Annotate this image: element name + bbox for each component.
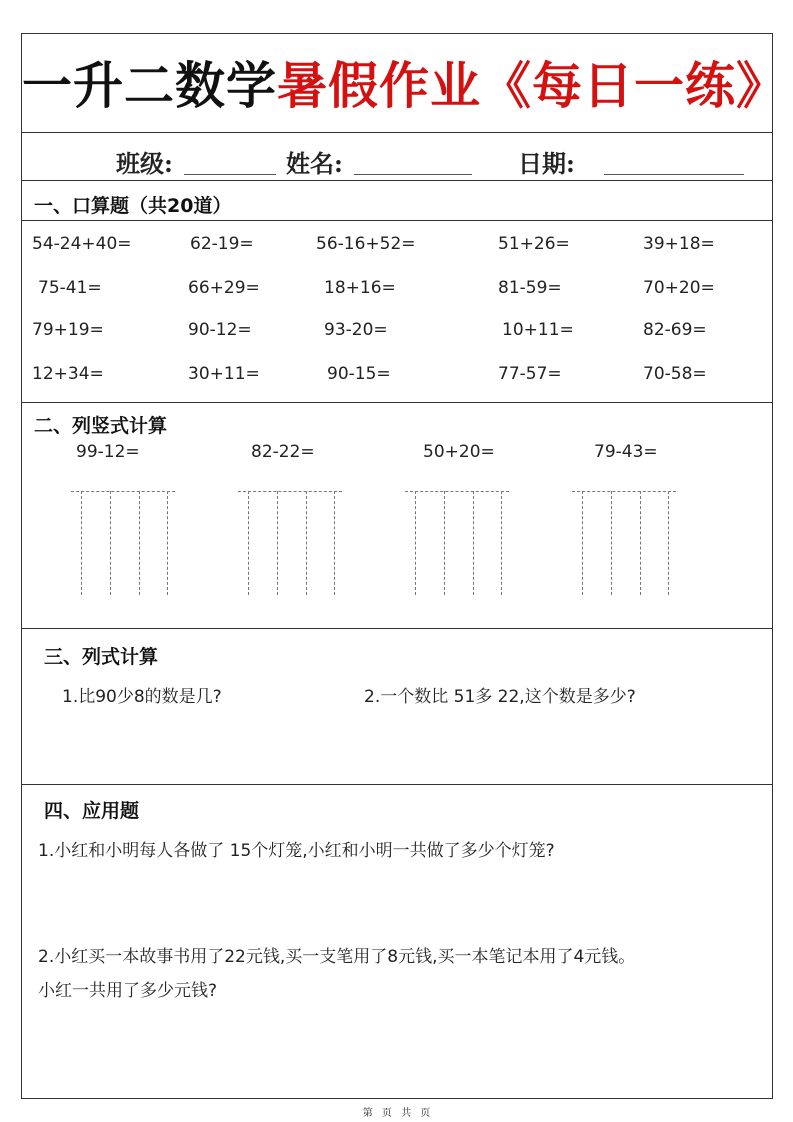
calc-item: 77-57=	[498, 364, 562, 384]
divider	[22, 180, 772, 181]
divider	[22, 132, 772, 133]
calc-item: 10+11=	[502, 320, 574, 340]
vertical-calc-grid[interactable]	[405, 491, 509, 595]
class-label: 班级:	[116, 149, 173, 178]
title-red-part: 暑假作业《每日一练》	[277, 57, 787, 115]
calc-item: 90-12=	[188, 320, 252, 340]
calc-item: 66+29=	[188, 278, 260, 298]
divider	[22, 628, 772, 629]
calc-item: 82-69=	[643, 320, 707, 340]
word-problem-2-line2: 小红一共用了多少元钱?	[38, 981, 218, 1001]
section4-title: 四、应用题	[44, 800, 140, 822]
worksheet	[21, 33, 787, 1099]
divider	[22, 784, 772, 785]
vertical-calc-grid[interactable]	[71, 491, 175, 595]
calc-item: 51+26=	[498, 234, 570, 254]
class-blank[interactable]	[184, 174, 276, 175]
calc-item: 70-58=	[643, 364, 707, 384]
calc-item: 54-24+40=	[32, 234, 132, 254]
calc-item: 62-19=	[190, 234, 254, 254]
vertical-calc-item: 99-12=	[76, 442, 140, 462]
calc-item: 90-15=	[327, 364, 391, 384]
calc-item: 93-20=	[324, 320, 388, 340]
question-2: 2.一个数比 51多 22,这个数是多少?	[364, 687, 636, 707]
vertical-calc-item: 50+20=	[423, 442, 495, 462]
vertical-calc-grid[interactable]	[238, 491, 342, 595]
divider	[22, 402, 772, 403]
calc-item: 39+18=	[643, 234, 715, 254]
section3-title: 三、列式计算	[44, 646, 159, 668]
title-black-part: 一升二数学	[22, 57, 277, 115]
name-label: 姓名:	[286, 149, 343, 178]
divider	[22, 220, 772, 221]
calc-item: 81-59=	[498, 278, 562, 298]
name-blank[interactable]	[354, 174, 472, 175]
date-label: 日期:	[518, 149, 575, 178]
vertical-calc-grid[interactable]	[572, 491, 676, 595]
calc-item: 18+16=	[324, 278, 396, 298]
worksheet-title	[22, 46, 787, 126]
calc-item: 12+34=	[32, 364, 104, 384]
date-blank[interactable]	[604, 174, 744, 175]
word-problem-1: 1.小红和小明每人各做了 15个灯笼,小红和小明一共做了多少个灯笼?	[38, 841, 555, 861]
calc-item: 70+20=	[643, 278, 715, 298]
calc-item: 30+11=	[188, 364, 260, 384]
section1-title: 一、口算题（共20道）	[34, 195, 232, 217]
calc-item: 75-41=	[38, 278, 102, 298]
page-footer: 第 页 共 页	[362, 1108, 431, 1119]
vertical-calc-item: 79-43=	[594, 442, 658, 462]
calc-item: 56-16+52=	[316, 234, 416, 254]
vertical-calc-item: 82-22=	[251, 442, 315, 462]
word-problem-2-line1: 2.小红买一本故事书用了22元钱,买一支笔用了8元钱,买一本笔记本用了4元钱。	[38, 947, 636, 967]
question-1: 1.比90少8的数是几?	[62, 687, 222, 707]
student-info-row	[22, 134, 772, 182]
calc-item: 79+19=	[32, 320, 104, 340]
section2-title: 二、列竖式计算	[34, 415, 168, 437]
